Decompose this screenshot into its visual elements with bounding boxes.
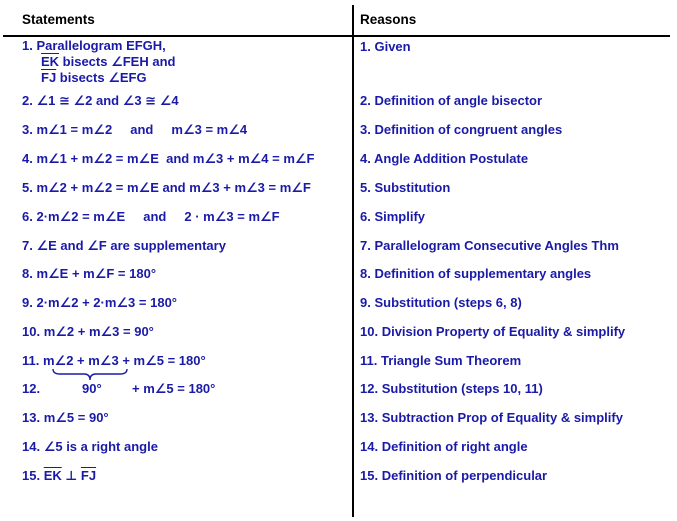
statement-1-line-3: $\overline{FJ}$ bisects ∠EFG — [41, 70, 147, 85]
statement-12: 12. 90° + m∠5 = 180° — [22, 381, 216, 396]
statement-1-line-2: $\overline{EK}$ bisects ∠FEH and — [41, 54, 176, 69]
statement-5: 5. m∠2 + m∠2 = m∠E and m∠3 + m∠3 = m∠F — [22, 180, 311, 195]
reason-2: 2. Definition of angle bisector — [360, 93, 543, 108]
statement-13: 13. m∠5 = 90° — [22, 410, 109, 425]
underbrace — [52, 368, 128, 382]
header-divider — [3, 35, 670, 37]
statement-6: 6. 2·m∠2 = m∠E and 2 · m∠3 = m∠F — [22, 209, 280, 224]
statement-4: 4. m∠1 + m∠2 = m∠E and m∠3 + m∠4 = m∠F — [22, 151, 315, 166]
reason-14: 14. Definition of right angle — [360, 439, 528, 454]
reason-12: 12. Substitution (steps 10, 11) — [360, 381, 543, 396]
statement-3: 3. m∠1 = m∠2 and m∠3 = m∠4 — [22, 122, 248, 137]
statements-header: Statements — [22, 12, 95, 27]
reason-10: 10. Division Property of Equality & simplify — [360, 324, 626, 339]
column-divider — [352, 5, 354, 517]
reason-4: 4. Angle Addition Postulate — [360, 151, 529, 166]
reason-3: 3. Definition of congruent angles — [360, 122, 563, 137]
statement-8: 8. m∠E + m∠F = 180° — [22, 266, 157, 281]
statement-15: 15. $\overline{EK}$ ⊥ $\overline{FJ}$ — [22, 468, 97, 483]
reason-9: 9. Substitution (steps 6, 8) — [360, 295, 522, 310]
reason-15: 15. Definition of perpendicular — [360, 468, 548, 483]
reason-11: 11. Triangle Sum Theorem — [360, 353, 522, 368]
statement-7: 7. ∠E and ∠F are supplementary — [22, 238, 226, 253]
statement-11: 11. m∠2 + m∠3 + m∠5 = 180° — [22, 353, 206, 368]
reason-6: 6. Simplify — [360, 209, 426, 224]
underbrace-expression: m∠2 + m∠3 — [42, 353, 119, 368]
reason-8: 8. Definition of supplementary angles — [360, 266, 592, 281]
statement-14: 14. ∠5 is a right angle — [22, 439, 158, 454]
reason-5: 5. Substitution — [360, 180, 451, 195]
statement-2: 2. ∠1 ≅ ∠2 and ∠3 ≅ ∠4 — [22, 93, 179, 108]
reason-13: 13. Subtraction Prop of Equality & simplify — [360, 410, 623, 425]
statement-1: 1. Parallelogram EFGH, — [22, 38, 166, 53]
reason-1: 1. Given — [360, 39, 411, 54]
reason-7: 7. Parallelogram Consecutive Angles Thm — [360, 238, 619, 253]
reasons-header: Reasons — [360, 12, 417, 27]
statement-10: 10. m∠2 + m∠3 = 90° — [22, 324, 154, 339]
statement-9: 9. 2·m∠2 + 2·m∠3 = 180° — [22, 295, 177, 310]
